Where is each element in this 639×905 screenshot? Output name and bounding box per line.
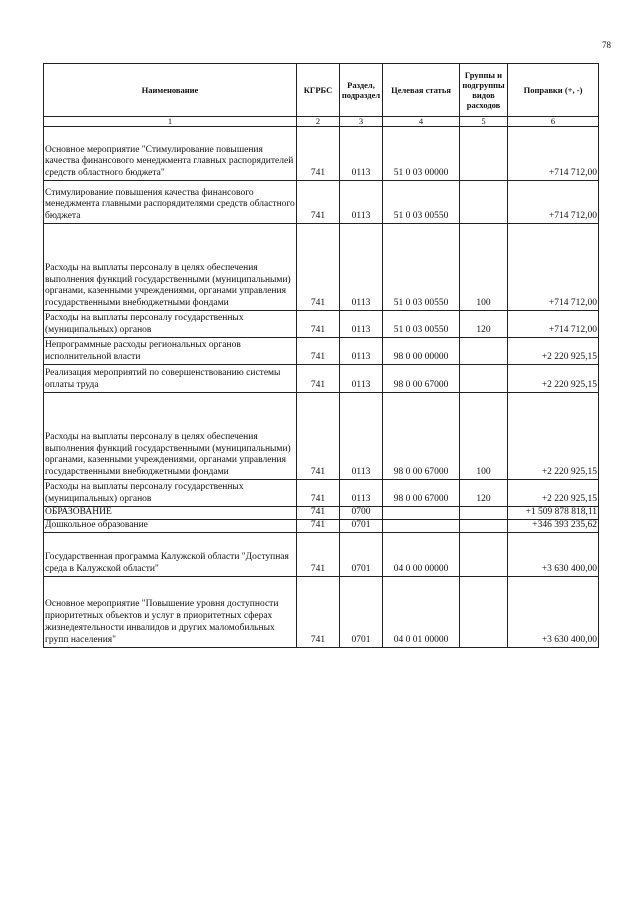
- row-target: 98 0 00 00000: [383, 338, 460, 365]
- row-amount: +2 220 925,15: [508, 338, 599, 365]
- row-group: 120: [460, 480, 508, 507]
- row-kgrbs: 741: [297, 311, 340, 338]
- row-section: 0701: [340, 532, 383, 576]
- row-target: 51 0 03 00550: [383, 224, 460, 311]
- row-group: 100: [460, 224, 508, 311]
- table-row: [44, 224, 599, 311]
- table-row: [44, 365, 599, 393]
- row-section: 0113: [340, 393, 383, 480]
- row-section: 0701: [340, 519, 383, 532]
- table-row: [44, 507, 599, 520]
- column-number: 3: [340, 117, 383, 127]
- row-section: 0113: [340, 127, 383, 181]
- row-group: [460, 519, 508, 532]
- row-amount: +3 630 400,00: [508, 532, 599, 576]
- row-section: 0701: [340, 576, 383, 647]
- row-amount: +346 393 235,62: [508, 519, 599, 532]
- row-target: 04 0 01 00000: [383, 576, 460, 647]
- row-kgrbs: 741: [297, 576, 340, 647]
- row-kgrbs: 741: [297, 127, 340, 181]
- table-row: [44, 519, 599, 532]
- row-group: [460, 338, 508, 365]
- column-number: 5: [460, 117, 508, 127]
- row-amount: +2 220 925,15: [508, 393, 599, 480]
- column-number: 2: [297, 117, 340, 127]
- row-kgrbs: 741: [297, 365, 340, 393]
- column-number: 1: [44, 117, 297, 127]
- row-section: 0700: [340, 507, 383, 520]
- page-number: 78: [602, 40, 611, 50]
- table-row: [44, 576, 599, 647]
- row-target: 51 0 03 00000: [383, 127, 460, 181]
- row-group: [460, 127, 508, 181]
- column-number: 4: [383, 117, 460, 127]
- row-target: [383, 519, 460, 532]
- row-name: Основное мероприятие "Повышение уровня доступности приоритетных объектов и услуг в приоритетных сферах жизнедеятельности инвалидов и других маломобильных групп населения": [44, 576, 297, 647]
- table-row: [44, 480, 599, 507]
- row-name: Непрограммные расходы региональных органов исполнительной власти: [44, 338, 297, 365]
- row-amount: +3 630 400,00: [508, 576, 599, 647]
- row-amount: +714 712,00: [508, 181, 599, 224]
- row-group: [460, 365, 508, 393]
- table-row: [44, 181, 599, 224]
- column-number: 6: [508, 117, 599, 127]
- row-kgrbs: 741: [297, 507, 340, 520]
- row-name: Расходы на выплаты персоналу в целях обеспечения выполнения функций государственными (муниципальными) органами, казенными учреждениями, органами управления государственными внебюджетными фондами: [44, 224, 297, 311]
- row-kgrbs: 741: [297, 181, 340, 224]
- row-group: 120: [460, 311, 508, 338]
- row-target: [383, 507, 460, 520]
- row-kgrbs: 741: [297, 480, 340, 507]
- header-amendments: Поправки (+, -): [508, 64, 599, 117]
- header-kgrbs: КГРБС: [297, 64, 340, 117]
- row-amount: +2 220 925,15: [508, 365, 599, 393]
- row-name: Расходы на выплаты персоналу государственных (муниципальных) органов: [44, 311, 297, 338]
- row-kgrbs: 741: [297, 224, 340, 311]
- row-target: 51 0 03 00550: [383, 311, 460, 338]
- row-target: 04 0 00 00000: [383, 532, 460, 576]
- row-section: 0113: [340, 224, 383, 311]
- column-number-row: [44, 117, 599, 127]
- row-amount: +714 712,00: [508, 311, 599, 338]
- row-name: Расходы на выплаты персоналу государственных (муниципальных) органов: [44, 480, 297, 507]
- row-group: [460, 532, 508, 576]
- row-section: 0113: [340, 365, 383, 393]
- row-group: 100: [460, 393, 508, 480]
- row-kgrbs: 741: [297, 393, 340, 480]
- row-name: Дошкольное образование: [44, 519, 297, 532]
- row-name: Основное мероприятие "Стимулирование повышения качества финансового менеджмента главных распорядителей средств областного бюджета": [44, 127, 297, 181]
- row-section: 0113: [340, 338, 383, 365]
- row-amount: +714 712,00: [508, 127, 599, 181]
- budget-amendments-table: [43, 63, 599, 648]
- table-row: [44, 338, 599, 365]
- row-kgrbs: 741: [297, 519, 340, 532]
- row-section: 0113: [340, 480, 383, 507]
- row-name: Стимулирование повышения качества финансового менеджмента главными распорядителями средств областного бюджета: [44, 181, 297, 224]
- row-name: Государственная программа Калужской области "Доступная среда в Калужской области": [44, 532, 297, 576]
- header-name: Наименование: [44, 64, 297, 117]
- table-row: [44, 393, 599, 480]
- header-row: [44, 64, 599, 117]
- row-name: Расходы на выплаты персоналу в целях обеспечения выполнения функций государственными (муниципальными) органами, казенными учреждениями, органами управления государственными внебюджетными фондами: [44, 393, 297, 480]
- row-target: 98 0 00 67000: [383, 480, 460, 507]
- row-group: [460, 181, 508, 224]
- row-name: Реализация мероприятий по совершенствованию системы оплаты труда: [44, 365, 297, 393]
- row-target: 98 0 00 67000: [383, 365, 460, 393]
- table-row: [44, 127, 599, 181]
- row-section: 0113: [340, 181, 383, 224]
- table-row: [44, 532, 599, 576]
- row-kgrbs: 741: [297, 532, 340, 576]
- header-section: Раздел, подраздел: [340, 64, 383, 117]
- row-amount: +714 712,00: [508, 224, 599, 311]
- row-kgrbs: 741: [297, 338, 340, 365]
- row-target: 51 0 03 00550: [383, 181, 460, 224]
- header-groups: Группы и подгруппы видов расходов: [460, 64, 508, 117]
- row-target: 98 0 00 67000: [383, 393, 460, 480]
- table-row: [44, 311, 599, 338]
- row-group: [460, 576, 508, 647]
- row-section: 0113: [340, 311, 383, 338]
- header-target: Целевая статья: [383, 64, 460, 117]
- row-group: [460, 507, 508, 520]
- row-name: ОБРАЗОВАНИЕ: [44, 507, 297, 520]
- row-amount: +2 220 925,15: [508, 480, 599, 507]
- row-amount: +1 509 878 818,11: [508, 507, 599, 520]
